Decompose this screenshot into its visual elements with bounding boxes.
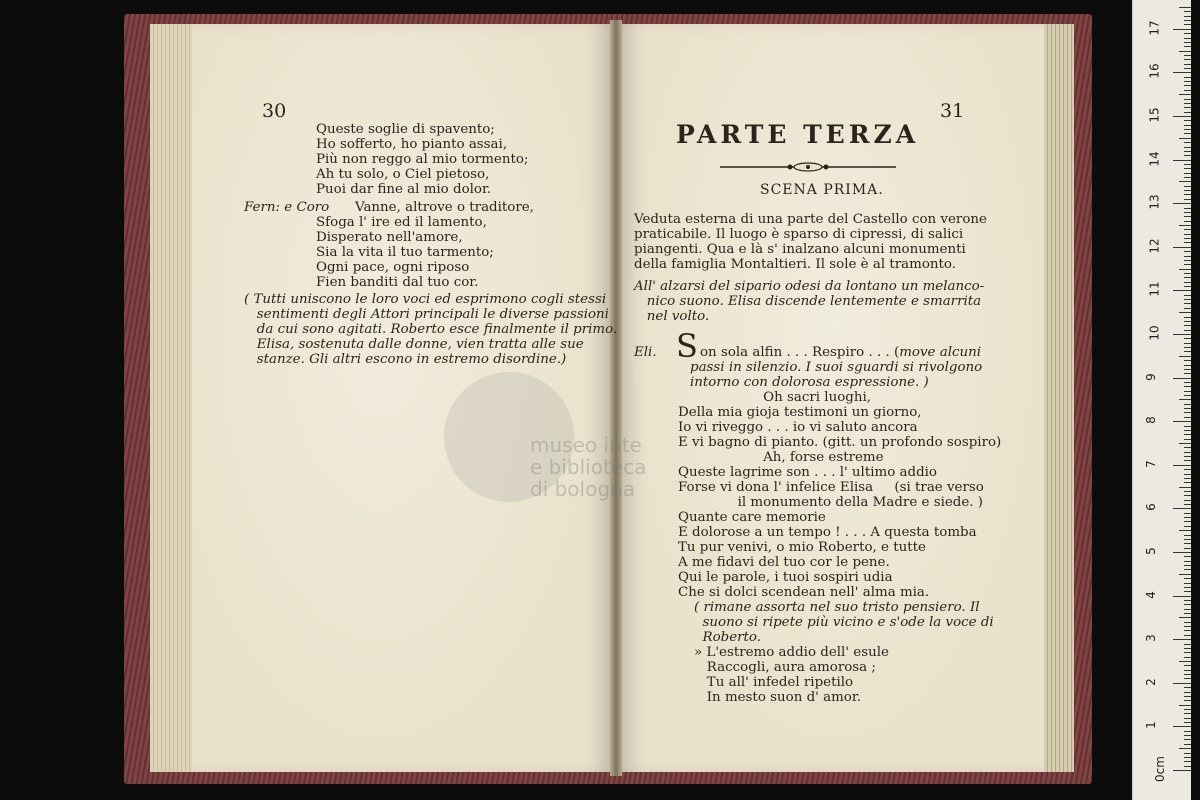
- ruler-tick: [1173, 247, 1191, 248]
- ruler-tick: [1184, 186, 1191, 187]
- left-page-number: 30: [262, 100, 287, 122]
- ruler-tick: [1173, 29, 1191, 30]
- ruler-label: 5: [1143, 547, 1158, 555]
- ruler-tick: [1184, 16, 1191, 17]
- ruler-tick: [1184, 447, 1191, 448]
- ruler-tick: [1184, 474, 1191, 475]
- ruler-tick: [1184, 11, 1191, 12]
- ruler-tick: [1184, 55, 1191, 56]
- ruler-tick: [1179, 225, 1191, 226]
- ruler-tick: [1184, 600, 1191, 601]
- ruler-tick: [1184, 308, 1191, 309]
- ruler-tick: [1184, 766, 1191, 767]
- ruler-label: 15: [1147, 107, 1162, 123]
- ruler-tick: [1184, 674, 1191, 675]
- ruler-tick: [1184, 548, 1191, 549]
- ruler-tick: [1184, 99, 1191, 100]
- ruler-tick: [1179, 748, 1191, 749]
- ruler-tick: [1173, 290, 1191, 291]
- ruler-tick: [1184, 199, 1191, 200]
- left-stage-direction: ( Tutti uniscono le loro voci ed esprimono cogli stessi sentimenti degli Attori principali le diverse passioni da cui sono agitati. Roberto esce finalmente il primo. Elisa, sostenuta dalle donne, vien tratta alle sue stanze. Gli altri escono in estremo disordine.): [244, 292, 618, 367]
- ruler-label: 9: [1143, 372, 1158, 381]
- ruler-tick: [1179, 356, 1191, 357]
- ruler-tick: [1184, 251, 1191, 252]
- ruler-tick: [1184, 713, 1191, 714]
- ruler-tick: [1184, 338, 1191, 339]
- ruler-label: 0cm: [1152, 756, 1167, 782]
- ruler-tick: [1184, 81, 1191, 82]
- ruler-tick: [1173, 72, 1191, 73]
- ruler-tick: [1173, 596, 1191, 597]
- ruler-tick: [1184, 33, 1191, 34]
- ruler-tick: [1184, 264, 1191, 265]
- ruler-tick: [1184, 578, 1191, 579]
- ruler-label: 3: [1143, 634, 1158, 643]
- ruler-tick: [1184, 147, 1191, 148]
- ruler-tick: [1184, 609, 1191, 610]
- ruler-label: 17: [1147, 20, 1162, 36]
- ruler-tick: [1184, 434, 1191, 435]
- ruler-tick: [1184, 657, 1191, 658]
- ruler-tick: [1184, 273, 1191, 274]
- ruler-tick: [1184, 64, 1191, 65]
- ruler-tick: [1184, 412, 1191, 413]
- ruler-label: 10: [1147, 325, 1162, 341]
- ruler-tick: [1184, 408, 1191, 409]
- ruler-label: 8: [1143, 416, 1158, 425]
- scene-setting: Veduta esterna di una parte del Castello con verone praticabile. Il luogo è sparso di cipressi, di salici piangenti. Qua e là s' inalzano alcuni monumenti della famiglia Montaltieri. Il sole è al tramonto.: [634, 212, 987, 272]
- ruler-tick: [1184, 626, 1191, 627]
- ruler-tick: [1184, 761, 1191, 762]
- ruler-label: 16: [1147, 63, 1162, 80]
- ruler-tick: [1184, 164, 1191, 165]
- ruler-tick: [1184, 700, 1191, 701]
- ruler-tick: [1184, 343, 1191, 344]
- ruler-tick: [1184, 526, 1191, 527]
- drop-cap: S: [676, 327, 698, 365]
- ruler-tick: [1184, 77, 1191, 78]
- ruler-label: 2: [1143, 677, 1158, 686]
- ruler-tick: [1184, 430, 1191, 431]
- ruler-label: 14: [1147, 150, 1162, 167]
- ruler-tick: [1184, 382, 1191, 383]
- ruler-tick: [1173, 683, 1191, 684]
- ruler-tick: [1184, 351, 1191, 352]
- ruler-label: 4: [1143, 590, 1158, 599]
- ruler-label: 6: [1143, 503, 1158, 512]
- ruler-tick: [1184, 303, 1191, 304]
- right-page-edges: [1044, 24, 1074, 772]
- ruler-tick: [1184, 234, 1191, 235]
- ruler-tick: [1184, 495, 1191, 496]
- ruler-tick: [1184, 739, 1191, 740]
- ruler-tick: [1184, 142, 1191, 143]
- ruler-tick: [1184, 648, 1191, 649]
- ruler-tick: [1184, 456, 1191, 457]
- ruler-tick: [1184, 561, 1191, 562]
- ruler-tick: [1184, 500, 1191, 501]
- ruler-tick: [1184, 321, 1191, 322]
- ruler-tick: [1179, 661, 1191, 662]
- ruler-tick: [1173, 116, 1191, 117]
- ruler-tick: [1184, 404, 1191, 405]
- ruler-tick: [1184, 277, 1191, 278]
- ruler-tick: [1184, 521, 1191, 522]
- ruler-tick: [1184, 709, 1191, 710]
- ruler-tick: [1184, 295, 1191, 296]
- ruler-tick: [1184, 256, 1191, 257]
- ruler-tick: [1184, 330, 1191, 331]
- ruler-tick: [1184, 365, 1191, 366]
- ruler-tick: [1184, 426, 1191, 427]
- ruler-tick: [1184, 242, 1191, 243]
- ruler-tick: [1184, 731, 1191, 732]
- ruler-tick: [1184, 317, 1191, 318]
- ruler-tick: [1184, 238, 1191, 239]
- watermark-text: museo inte e biblioteca di bologna: [530, 433, 647, 501]
- ruler-tick: [1184, 360, 1191, 361]
- ruler-tick: [1173, 508, 1191, 509]
- ruler-tick: [1184, 369, 1191, 370]
- ruler-tick: [1173, 334, 1191, 335]
- ruler-tick: [1184, 670, 1191, 671]
- ruler-tick: [1184, 460, 1191, 461]
- ruler-tick: [1184, 373, 1191, 374]
- opening-direction: All' alzarsi del sipario odesi da lontano un melanco- nico suono. Elisa discende lentemente e smarrita nel volto.: [634, 279, 985, 324]
- ruler-tick: [1184, 504, 1191, 505]
- ruler-tick: [1173, 770, 1191, 771]
- ruler-tick: [1173, 421, 1191, 422]
- part-title: PARTE TERZA: [676, 120, 920, 149]
- ruler-tick: [1179, 617, 1191, 618]
- ruler-tick: [1184, 229, 1191, 230]
- ruler-tick: [1184, 635, 1191, 636]
- ruler-tick: [1184, 260, 1191, 261]
- ruler-tick: [1184, 151, 1191, 152]
- ruler-tick: [1179, 574, 1191, 575]
- ruler-tick: [1179, 94, 1191, 95]
- ruler-tick: [1184, 543, 1191, 544]
- ruler-tick: [1184, 20, 1191, 21]
- ruler-tick: [1179, 138, 1191, 139]
- ruler-label: 1: [1143, 721, 1158, 730]
- ruler-tick: [1184, 735, 1191, 736]
- ruler-tick: [1184, 173, 1191, 174]
- left-verse2-first: Vanne, altrove o traditore,: [355, 200, 534, 215]
- ruler-tick: [1179, 530, 1191, 531]
- ruler-tick: [1184, 120, 1191, 121]
- ruler-tick: [1184, 46, 1191, 47]
- ruler-tick: [1184, 395, 1191, 396]
- ruler-tick: [1184, 744, 1191, 745]
- ruler-tick: [1173, 203, 1191, 204]
- ruler-tick: [1184, 282, 1191, 283]
- ruler-tick: [1184, 678, 1191, 679]
- ruler-tick: [1184, 439, 1191, 440]
- monologue: Oh sacri luoghi, Della mia gioja testimoni un giorno, Io vi riveggo . . . io vi saluto ancora E vi bagno di pianto. (gitt. un profondo sospiro) Ah, forse estreme Queste lagrime son . . . l' ultimo addio Forse vi dona l' infelice Elisa (si trae verso il monumento della Madre e siede. ) Quante care memorie E dolorose a un tempo ! . . . A questa tomba Tu pur venivi, o mio Roberto, e tutte A me fidavi del tuo cor le pene. Qui le parole, i tuoi sospiri udia Che si dolci scendean nell' alma mia.: [678, 390, 1002, 600]
- stage-direction-2: ( rimane assorta nel suo tristo pensiero. Il suono si ripete più vicino e s'ode la voce di Roberto.: [694, 600, 994, 645]
- ruler-tick: [1173, 639, 1191, 640]
- speaker-eli: Eli.: [634, 345, 657, 360]
- first-line: on sola alfin . . . Respiro . . . (move alcuni: [700, 345, 982, 360]
- ruler-tick: [1179, 443, 1191, 444]
- ruler-tick: [1184, 133, 1191, 134]
- song-verse: » L'estremo addio dell' esule Raccogli, aura amorosa ; Tu all' infedel ripetilo In mesto suon d' amor.: [694, 645, 889, 705]
- ruler-tick: [1184, 347, 1191, 348]
- ruler-tick: [1184, 90, 1191, 91]
- ruler-tick: [1184, 591, 1191, 592]
- ruler-tick: [1184, 103, 1191, 104]
- ruler-tick: [1184, 556, 1191, 557]
- scene-heading: SCENA PRIMA.: [760, 182, 884, 198]
- ruler-tick: [1184, 42, 1191, 43]
- ruler-tick: [1184, 630, 1191, 631]
- ruler-tick: [1184, 753, 1191, 754]
- ruler-tick: [1184, 325, 1191, 326]
- ruler-tick: [1184, 125, 1191, 126]
- ruler-tick: [1184, 68, 1191, 69]
- ruler-tick: [1179, 312, 1191, 313]
- ruler-tick: [1184, 107, 1191, 108]
- ruler-tick: [1184, 718, 1191, 719]
- ruler-tick: [1184, 535, 1191, 536]
- ruler-tick: [1184, 391, 1191, 392]
- ruler-label: 12: [1147, 238, 1162, 254]
- ruler-tick: [1184, 452, 1191, 453]
- left-page-edges: [150, 24, 192, 772]
- ruler-tick: [1173, 378, 1191, 379]
- ruler-tick: [1179, 51, 1191, 52]
- ruler-tick: [1173, 552, 1191, 553]
- ruler-tick: [1184, 565, 1191, 566]
- ruler-label: 11: [1147, 281, 1162, 298]
- ruler-tick: [1184, 604, 1191, 605]
- ruler-tick: [1184, 129, 1191, 130]
- ruler-tick: [1184, 194, 1191, 195]
- right-page-number: 31: [940, 100, 965, 122]
- ruler-tick: [1184, 583, 1191, 584]
- measurement-ruler: [1132, 0, 1191, 800]
- ruler-tick: [1179, 487, 1191, 488]
- ruler-tick: [1179, 269, 1191, 270]
- ruler-tick: [1173, 160, 1191, 161]
- ruler-tick: [1184, 587, 1191, 588]
- ruler-tick: [1184, 539, 1191, 540]
- ruler-tick: [1184, 85, 1191, 86]
- left-speaker: Fern: e Coro: [244, 200, 330, 215]
- ruler-label: 13: [1147, 194, 1162, 210]
- ruler-tick: [1184, 722, 1191, 723]
- ruler-tick: [1184, 386, 1191, 387]
- ruler-tick: [1184, 644, 1191, 645]
- ruler-tick: [1184, 469, 1191, 470]
- ruler-tick: [1179, 705, 1191, 706]
- ruler-tick: [1179, 7, 1191, 8]
- ruler-tick: [1184, 757, 1191, 758]
- ruler-tick: [1184, 652, 1191, 653]
- ruler-tick: [1184, 687, 1191, 688]
- ruler-tick: [1184, 478, 1191, 479]
- ornament-divider: [720, 162, 896, 172]
- ruler-tick: [1184, 513, 1191, 514]
- ruler-tick: [1184, 417, 1191, 418]
- ruler-tick: [1184, 216, 1191, 217]
- ruler-tick: [1184, 517, 1191, 518]
- ruler-tick: [1184, 38, 1191, 39]
- ruler-label: 7: [1143, 459, 1158, 468]
- ruler-tick: [1184, 299, 1191, 300]
- ruler-tick: [1179, 181, 1191, 182]
- ruler-tick: [1184, 59, 1191, 60]
- ruler-tick: [1184, 622, 1191, 623]
- first-line-direction: passi in silenzio. I suoi sguardi si rivolgono intorno con dolorosa espressione. ): [690, 360, 983, 390]
- ruler-tick: [1184, 286, 1191, 287]
- ruler-tick: [1184, 696, 1191, 697]
- ruler-tick: [1184, 665, 1191, 666]
- ruler-tick: [1184, 613, 1191, 614]
- ruler-tick: [1184, 177, 1191, 178]
- ruler-tick: [1184, 168, 1191, 169]
- ruler-tick: [1184, 112, 1191, 113]
- ruler-tick: [1179, 399, 1191, 400]
- ruler-tick: [1184, 208, 1191, 209]
- ruler-tick: [1184, 24, 1191, 25]
- ruler-tick: [1173, 465, 1191, 466]
- ruler-tick: [1184, 491, 1191, 492]
- ruler-tick: [1184, 190, 1191, 191]
- ruler-tick: [1184, 155, 1191, 156]
- ruler-tick: [1184, 221, 1191, 222]
- left-verse2: Sfoga l' ire ed il lamento, Disperato nell'amore, Sia la vita il tuo tarmento; Ogni pace, ogni riposo Fien banditi dal tuo cor.: [316, 215, 494, 290]
- ruler-tick: [1184, 692, 1191, 693]
- ruler-tick: [1184, 569, 1191, 570]
- ruler-tick: [1173, 726, 1191, 727]
- ruler-tick: [1184, 482, 1191, 483]
- book-gutter: [610, 20, 622, 776]
- left-verse: Queste soglie di spavento; Ho sofferto, ho pianto assai, Più non reggo al mio tormento; Ah tu solo, o Ciel pietoso, Puoi dar fine al mio dolor.: [316, 122, 529, 197]
- ruler-tick: [1184, 212, 1191, 213]
